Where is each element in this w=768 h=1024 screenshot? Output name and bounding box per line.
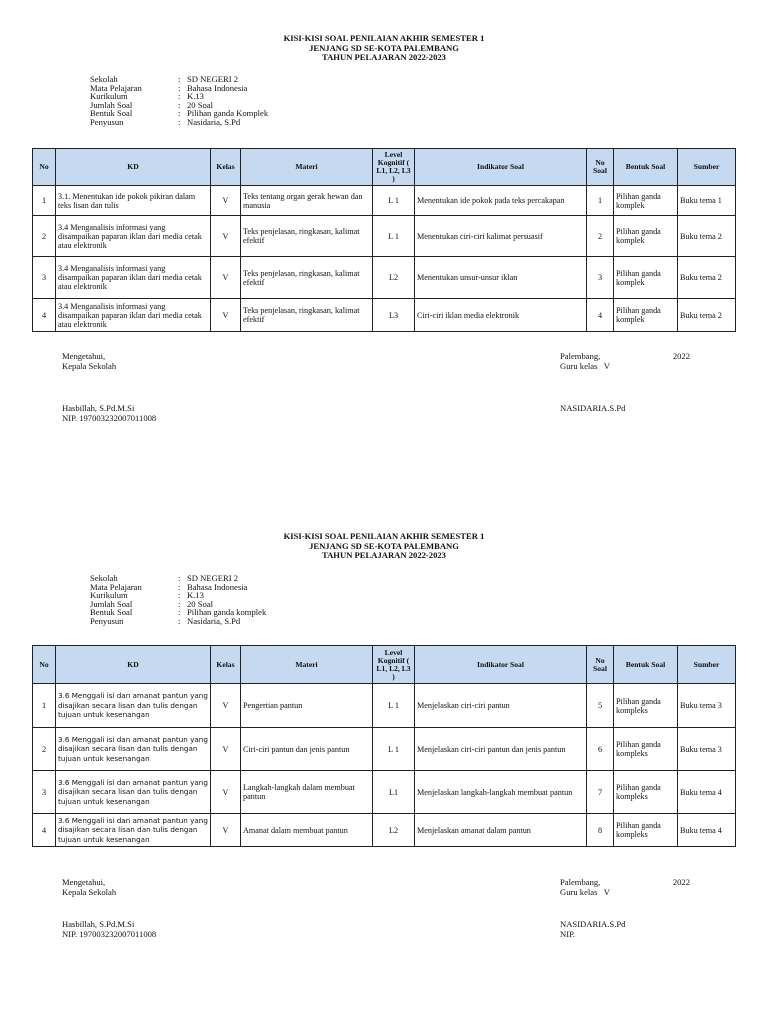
cell-level: L 1 [373, 216, 415, 257]
cell-no-soal: 3 [587, 257, 614, 299]
cell-no: 1 [33, 186, 56, 216]
cell-level: L1 [373, 771, 415, 814]
header-kelas: Kelas [211, 646, 241, 684]
guru-name: NASIDARIA.S.Pd [560, 403, 626, 413]
table-row [33, 257, 736, 299]
table-row [33, 728, 736, 771]
header-kd: KD [56, 646, 211, 684]
cell-no-soal: 7 [587, 771, 614, 814]
place-label: Palembang, [560, 877, 601, 887]
header-level: Level Kognitif ( L1, L2, L3 ) [373, 149, 415, 186]
kepsek-name: Hasbillah, S.Pd.M.Si [62, 403, 135, 413]
cell-bentuk-soal: Pilihan ganda kompleks [614, 814, 678, 847]
header-kelas: Kelas [211, 149, 241, 186]
doc-title-line-1: KISI-KISI SOAL PENILAIAN AKHIR SEMESTER 1 [283, 33, 485, 43]
info-label: Jumlah Soal [90, 99, 133, 110]
table-header-row [33, 646, 736, 684]
table-header-row [33, 149, 736, 186]
info-value: Pilihan ganda Komplek [187, 108, 269, 119]
cell-level: L3 [373, 299, 415, 332]
doc-title-line-2: JENJANG SD SE-KOTA PALEMBANG [309, 42, 459, 53]
kepsek-name: Hasbillah, S.Pd.M.Si [62, 919, 135, 929]
cell-kd: 3.6 Menggali isi dan amanat pantun yang disajikan secara lisan dan tulis dengan tujuan untuk kesenangan [56, 771, 211, 814]
cell-no-soal: 8 [587, 814, 614, 847]
cell-sumber: Buku tema 4 [678, 771, 736, 814]
header-sumber: Sumber [678, 149, 736, 186]
info-value: K.13 [187, 91, 204, 102]
cell-materi: Teks tentang organ gerak hewan dan manusia [241, 186, 373, 216]
cell-level: L 1 [373, 684, 415, 728]
cell-kd: 3.6 Menggali isi dan amanat pantun yang disajikan secara lisan dan tulis dengan tujuan untuk kesenangan [56, 814, 211, 847]
cell-kd: 3.4 Menganalisis informasi yang disampaikan paparan iklan dari media cetak atau elektronik [56, 257, 211, 299]
guru-name-block [560, 920, 625, 939]
doc-title-line-2: JENJANG SD SE-KOTA PALEMBANG [309, 540, 459, 551]
cell-level: L 1 [373, 728, 415, 771]
header-sumber: Sumber [678, 646, 736, 684]
cell-kd: 3.6 Menggali isi dan amanat pantun yang disajikan secara lisan dan tulis dengan tujuan untuk kesenangan [56, 684, 211, 728]
info-block [90, 574, 266, 626]
info-value: Pilihan ganda komplek [187, 607, 267, 618]
info-label: Sekolah [90, 573, 118, 583]
cell-bentuk-soal: Pilihan ganda kompleks [614, 728, 678, 771]
mengetahui-label: Mengetahui, [62, 877, 106, 887]
cell-materi: Teks penjelasan, ringkasan, kalimat efektif [241, 216, 373, 257]
doc-title-line-3: TAHUN PELAJARAN 2022-2023 [322, 52, 446, 62]
info-value: Bahasa Indonesia [187, 82, 248, 93]
header-no: No [33, 149, 56, 186]
guru-name: NASIDARIA.S.Pd [560, 919, 626, 929]
cell-kelas: V [211, 771, 241, 814]
info-row-penyusun [90, 617, 266, 626]
doc-title-line-1: KISI-KISI SOAL PENILAIAN AKHIR SEMESTER 1 [283, 531, 485, 541]
info-colon: : [178, 573, 181, 583]
header-level: Level Kognitif ( L1, L2, L3 ) [373, 646, 415, 684]
cell-no: 1 [33, 684, 56, 728]
info-value: Bahasa Indonesia [187, 581, 248, 592]
guru-nip: NIP. [560, 928, 576, 939]
cell-no: 4 [33, 814, 56, 847]
info-value: 20 Soal [187, 99, 214, 110]
kepsek-label: Kepala Sekolah [62, 360, 117, 371]
info-colon: : [178, 74, 181, 84]
cell-materi: Pengertian pantun [241, 684, 373, 728]
cell-materi: Teks penjelasan, ringkasan, kalimat efektif [241, 299, 373, 332]
cell-no-soal: 2 [587, 216, 614, 257]
kepsek-name-block [62, 920, 156, 939]
cell-kd: 3.6 Menggali isi dan amanat pantun yang disajikan secara lisan dan tulis dengan tujuan untuk kesenangan [56, 728, 211, 771]
info-label: Bentuk Soal [90, 108, 133, 119]
info-colon: : [178, 82, 181, 93]
info-colon: : [178, 607, 181, 618]
info-label: Penyusun [90, 615, 124, 626]
cell-level: L2 [373, 257, 415, 299]
info-label: Mata Pelajaran [90, 581, 142, 592]
cell-kelas: V [211, 186, 241, 216]
info-label: Sekolah [90, 74, 118, 84]
info-colon: : [178, 581, 181, 592]
info-row-penyusun [90, 118, 268, 127]
mengetahui-label: Mengetahui, [62, 351, 106, 361]
cell-kd: 3.1. Menentukan ide pokok pikiran dalam teks lisan dan tulis [56, 186, 211, 216]
kepsek-label: Kepala Sekolah [62, 886, 117, 897]
kepsek-nip: NIP. 197003232007011008 [62, 928, 157, 939]
guru-signature-block [560, 878, 690, 897]
info-label: Kurikulum [90, 91, 128, 102]
header-no-soal: No Soal [587, 646, 614, 684]
info-colon: : [178, 598, 181, 609]
cell-kelas: V [211, 216, 241, 257]
guru-label: Guru kelas V [560, 886, 610, 897]
cell-no-soal: 1 [587, 186, 614, 216]
kisi-kisi-table [32, 148, 736, 332]
cell-sumber: Buku tema 4 [678, 814, 736, 847]
info-colon: : [178, 116, 181, 127]
info-block [90, 75, 268, 127]
table-row [33, 186, 736, 216]
cell-bentuk-soal: Pilihan ganda kompleks [614, 684, 678, 728]
info-label: Mata Pelajaran [90, 82, 142, 93]
cell-materi: Langkah-langkah dalam membuat pantun [241, 771, 373, 814]
info-value: SD NEGERI 2 [187, 573, 239, 583]
cell-kelas: V [211, 728, 241, 771]
cell-level: L2 [373, 814, 415, 847]
header-materi: Materi [241, 646, 373, 684]
cell-no: 2 [33, 728, 56, 771]
cell-indikator: Menjelaskan amanat dalam pantun [415, 814, 587, 847]
kepsek-name-block [62, 404, 156, 423]
cell-indikator: Menentukan unsur-unsur iklan [415, 257, 587, 299]
info-value: Nasidaria, S.Pd [187, 116, 241, 127]
kepsek-nip: NIP. 197003232007011008 [62, 412, 157, 423]
cell-no: 4 [33, 299, 56, 332]
info-colon: : [178, 590, 181, 601]
cell-kelas: V [211, 299, 241, 332]
year-label: 2022 [672, 877, 690, 887]
cell-bentuk-soal: Pilihan ganda komplek [614, 216, 678, 257]
cell-kelas: V [211, 684, 241, 728]
table-row [33, 814, 736, 847]
cell-sumber: Buku tema 2 [678, 257, 736, 299]
info-value: Nasidaria, S.Pd [187, 615, 241, 626]
cell-indikator: Ciri-ciri iklan media elektronik [415, 299, 587, 332]
cell-sumber: Buku tema 2 [678, 216, 736, 257]
cell-bentuk-soal: Pilihan ganda komplek [614, 186, 678, 216]
cell-sumber: Buku tema 3 [678, 684, 736, 728]
info-colon: : [178, 615, 181, 626]
cell-kelas: V [211, 257, 241, 299]
cell-indikator: Menentukan ciri-ciri kalimat persuasif [415, 216, 587, 257]
info-label: Penyusun [90, 116, 124, 127]
cell-indikator: Menjelaskan langkah-langkah membuat pantun [415, 771, 587, 814]
table-row [33, 216, 736, 257]
cell-indikator: Menjelaskan ciri-ciri pantun dan jenis pantun [415, 728, 587, 771]
cell-bentuk-soal: Pilihan ganda komplek [614, 257, 678, 299]
cell-materi: Amanat dalam membuat pantun [241, 814, 373, 847]
kepsek-signature-block [62, 878, 116, 897]
info-colon: : [178, 91, 181, 102]
cell-level: L 1 [373, 186, 415, 216]
guru-label: Guru kelas V [560, 360, 610, 371]
place-label: Palembang, [560, 351, 601, 361]
cell-no-soal: 6 [587, 728, 614, 771]
header-kd: KD [56, 149, 211, 186]
cell-materi: Teks penjelasan, ringkasan, kalimat efektif [241, 257, 373, 299]
header-indikator: Indikator Soal [415, 149, 587, 186]
info-value: 20 Soal [187, 598, 214, 609]
cell-no: 3 [33, 771, 56, 814]
kepsek-signature-block [62, 352, 116, 371]
document-2 [0, 498, 768, 1018]
cell-no-soal: 5 [587, 684, 614, 728]
header-bentuk-soal: Bentuk Soal [614, 646, 678, 684]
header-bentuk-soal: Bentuk Soal [614, 149, 678, 186]
guru-signature-block [560, 352, 690, 371]
cell-indikator: Menjelaskan ciri-ciri pantun [415, 684, 587, 728]
year-label: 2022 [672, 351, 690, 361]
info-label: Jumlah Soal [90, 598, 133, 609]
header-no-soal: No Soal [587, 149, 614, 186]
cell-sumber: Buku tema 2 [678, 299, 736, 332]
cell-bentuk-soal: Pilihan ganda kompleks [614, 771, 678, 814]
cell-sumber: Buku tema 3 [678, 728, 736, 771]
header-no: No [33, 646, 56, 684]
cell-no: 3 [33, 257, 56, 299]
doc-title-line-3: TAHUN PELAJARAN 2022-2023 [322, 550, 446, 560]
cell-kd: 3.4 Menganalisis informasi yang disampaikan paparan iklan dari media cetak atau elektronik [56, 216, 211, 257]
cell-bentuk-soal: Pilihan ganda komplek [614, 299, 678, 332]
header-indikator: Indikator Soal [415, 646, 587, 684]
kisi-kisi-table [32, 645, 736, 847]
info-label: Bentuk Soal [90, 607, 133, 618]
info-colon: : [178, 108, 181, 119]
info-label: Kurikulum [90, 590, 128, 601]
document-1 [0, 0, 768, 480]
cell-no-soal: 4 [587, 299, 614, 332]
info-value: K.13 [187, 590, 204, 601]
table-row [33, 299, 736, 332]
cell-kd: 3.4 Menganalisis informasi yang disampaikan paparan iklan dari media cetak atau elektronik [56, 299, 211, 332]
cell-indikator: Menentukan ide pokok pada teks percakapan [415, 186, 587, 216]
guru-name-block [560, 404, 625, 414]
cell-sumber: Buku tema 1 [678, 186, 736, 216]
table-row [33, 684, 736, 728]
table-row [33, 771, 736, 814]
info-value: SD NEGERI 2 [187, 74, 239, 84]
cell-kelas: V [211, 814, 241, 847]
info-colon: : [178, 99, 181, 110]
cell-no: 2 [33, 216, 56, 257]
cell-materi: Ciri-ciri pantun dan jenis pantun [241, 728, 373, 771]
header-materi: Materi [241, 149, 373, 186]
